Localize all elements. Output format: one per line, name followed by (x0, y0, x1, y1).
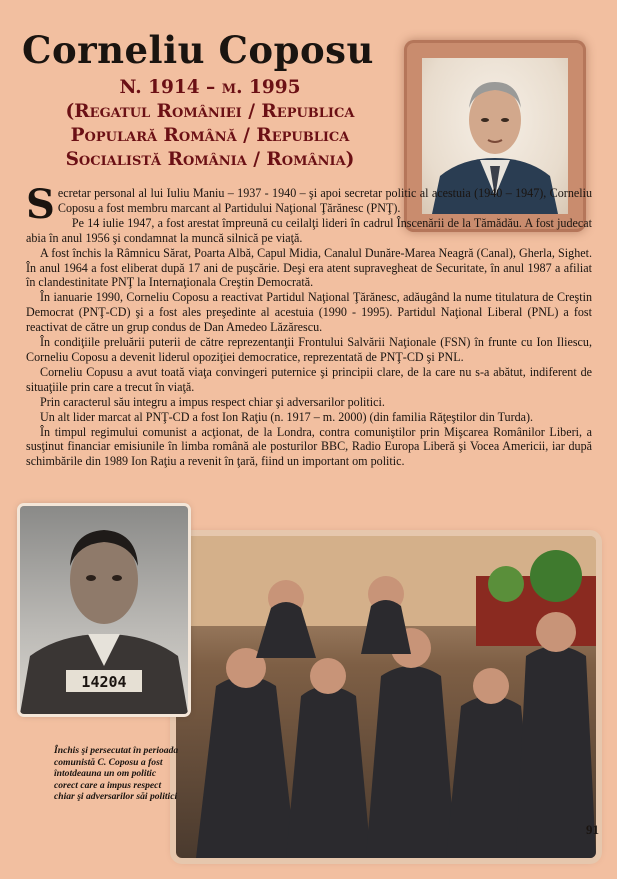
paragraph: A fost închis la Râmnicu Sărat, Poarta Albă, Capul Midia, Canalul Dunăre-Marea Neagră (Canal), Gherla, Sighet. În anul 1964 a fost eliberat după 17 ani de puşcărie. Deşi era atent supravegheat de Securitate, în anul 1987 a afiliat în clandestinitate PNŢ la Internaţionala Creştin Democrată. (26, 245, 592, 290)
parliament-photo (176, 536, 596, 858)
subtitle-line: Populară Română / Republica (70, 125, 350, 146)
dropcap: S (26, 181, 55, 228)
subtitle-line: Socialistă România / România) (65, 149, 355, 170)
page-title: Corneliu Coposu (22, 28, 374, 72)
subtitle-line: (Regatul României / Republica (65, 101, 355, 122)
photo-caption: Închis şi persecutat în perioada comunistă C. Coposu a fost întotdeauna un om politic corect care a impus respect chiar şi adversarilor săi politici (54, 745, 179, 803)
paragraph: Corneliu Copusu a avut toată viaţa convingeri puternice şi principii clare, de la care nu s-a abătut, indiferent de situaţiile prin care a trecut în viaţă. (26, 364, 592, 394)
mugshot-photo (20, 506, 188, 714)
mugshot-number: 14204 (81, 673, 127, 691)
paragraph: În timpul regimului comunist a acţionat, de la Londra, contra comuniştilor prin Mişcarea Românilor Liberi, a susţinut financiar emisiunile în limba română ale posturilor BBC, Radio Europa Liberă şi Vocea Americii, iar după schimbările din 1989 Ion Raţiu a revenit în ţară, fiind un important om politic. (26, 424, 592, 469)
paragraph: Pe 14 iulie 1947, a fost arestat împreună cu ceilalţi lideri în cadrul Înscenării de la Tămădău. A fost judecat abia în anul 1956 şi condamnat la muncă silnică pe viaţă. (26, 215, 592, 245)
paragraph: Secretar personal al lui Iuliu Maniu – 1937 - 1940 – şi apoi secretar politic al acestuia (1940 – 1947), Corneliu Coposu a fost membru marcant al Partidului Naţional Ţărănesc (PNŢ). (26, 181, 592, 228)
paragraph: În condiţiile preluării puterii de către reprezentanţii Frontului Salvării Naţionale (FSN) în frunte cu Ion Iliescu, Corneliu Coposu a devenit liderul opoziţiei democratice, reprezentată de PNŢ-CD şi PNL. (26, 335, 592, 364)
paragraph: Prin caracterul său integru a impus respect chiar şi adversarilor politici. (40, 394, 385, 409)
parliament-illustration (176, 536, 596, 858)
article-body (26, 181, 592, 469)
page-number: 91 (586, 822, 599, 837)
life-dates-subtitle (22, 76, 398, 172)
paragraph: În ianuarie 1990, Corneliu Coposu a reactivat Partidul Naţional Ţărănesc, adăugând la nume titulatura de Creştin Democrat (PNŢ-CD) şi a fost ales preşedinte al acestuia (1990 - 1995). Partidul Naţional Liberal (PNL) a fost reactivat de către un grup condus de Dan Amedeo Lăzărescu. (26, 290, 592, 335)
paragraph: Un alt lider marcat al PNŢ-CD a fost Ion Raţiu (n. 1917 – m. 2000) (din familia Răţeştilor din Turda). (40, 409, 534, 424)
mugshot-illustration (20, 506, 188, 714)
subtitle-line: N. 1914 – m. 1995 (119, 77, 301, 98)
photo-collage (6, 498, 614, 870)
